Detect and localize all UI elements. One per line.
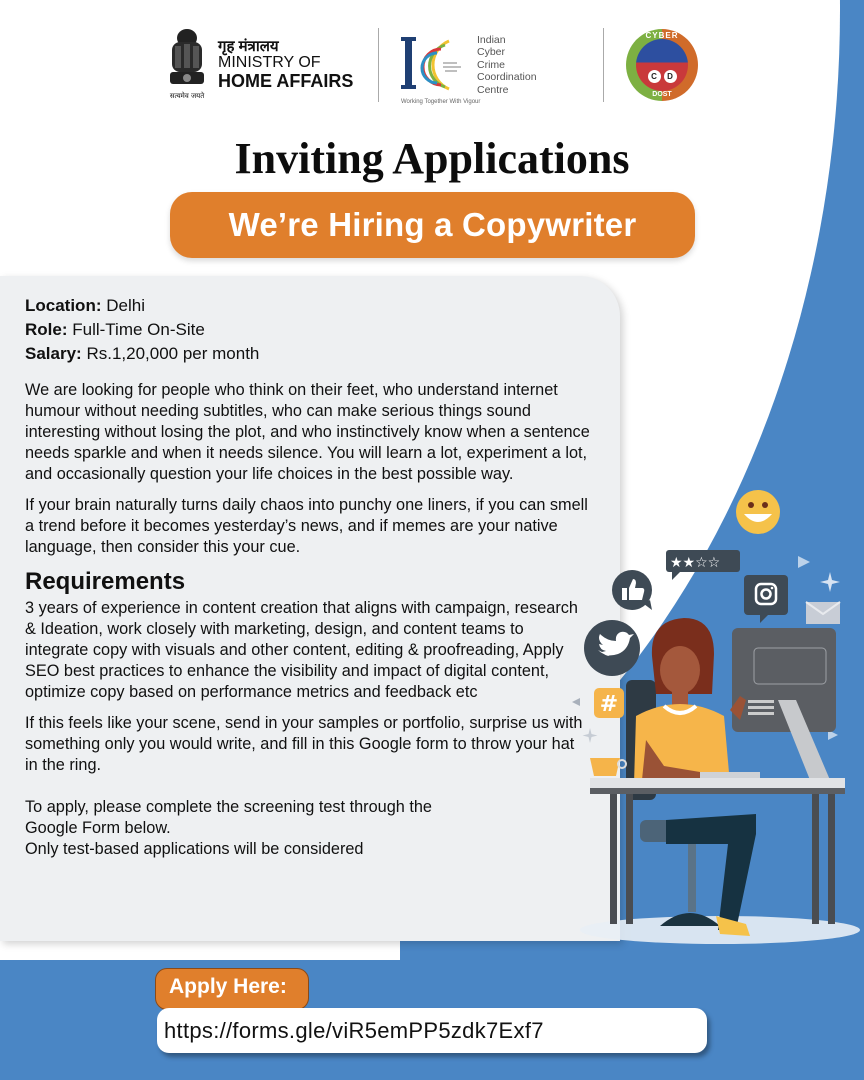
i4c-logo (401, 25, 581, 105)
brain-paragraph: If your brain naturally turns daily chaos into punchy one liners, if you can smell a trend before it becomes yesterday’s news, and if memes are your native language, then consider this your cue. (25, 496, 588, 556)
svg-text:#: # (599, 692, 619, 717)
job-details-card (0, 276, 620, 941)
svg-text:सत्यमेव जयते: सत्यमेव जयते (169, 92, 205, 100)
cyber-dost-logo: CYBER C D DOST (626, 29, 698, 101)
play-icon (798, 556, 810, 568)
header-logos (0, 22, 864, 108)
mha-hindi-text: गृह मंत्रालय (218, 38, 279, 56)
i4c-mark-icon (401, 33, 471, 97)
logo-divider (378, 28, 379, 102)
requirements-heading: Requirements (25, 568, 186, 595)
instagram-icon (744, 575, 788, 623)
thumbs-up-icon (612, 570, 652, 610)
mha-line2: HOME AFFAIRS (218, 70, 354, 91)
apply-instructions: To apply, please complete the screening test through the Google Form below. Only test-based applications will be considered (25, 798, 432, 858)
apply-url-link[interactable]: https://forms.gle/viR5emPP5zdk7Exf7 (157, 1008, 707, 1053)
triangle-icon (572, 698, 580, 706)
hiring-banner: We’re Hiring a Copywriter (170, 192, 695, 258)
coffee-cup-icon (590, 758, 626, 776)
intro-paragraph: We are looking for people who think on their feet, who understand internet humour without needing subtitles, who can make serious things sound interesting without losing the plot, and who instinctively know when a sentence needs sparkle and when it needs silence. You will learn a lot, experiment a lot, and occasionally question your life choices in the best possible way. (25, 381, 590, 483)
desk-icon (590, 772, 845, 924)
sparkle-icon (820, 572, 840, 592)
page-title: Inviting Applications (234, 134, 630, 183)
i4c-tagline: Working Together With Vigour (401, 99, 481, 105)
requirements-body: 3 years of experience in content creation that aligns with campaign, research & Ideation, work closely with marketing, design, and content teams to integrate copy with visuals and other content, editing & proofreading, Apply SEO best practices to enhance the visibility and impact of digital content, optimize copy based on performance metrics and feedback etc (25, 599, 578, 701)
smiley-icon (736, 490, 780, 534)
role-row: Role: Full-Time On-Site (25, 320, 205, 339)
location-row: Location: Delhi (25, 296, 145, 315)
svg-text:★★☆☆: ★★☆☆ (670, 555, 721, 571)
national-emblem-icon (166, 26, 208, 104)
logo-divider-2 (603, 28, 604, 102)
mail-icon (806, 602, 840, 624)
mha-logo (166, 26, 356, 104)
scene-paragraph: If this feels like your scene, send in your samples or portfolio, surprise us with something only you would write, and fill in this Google form to throw your hat in the ring. (25, 714, 583, 774)
hashtag-icon (594, 688, 624, 718)
salary-row: Salary: Rs.1,20,000 per month (25, 344, 260, 363)
twitter-icon (584, 620, 640, 676)
copywriter-illustration (560, 480, 864, 950)
apply-here-label: Apply Here: (155, 968, 309, 1010)
star-rating-icon (666, 550, 740, 580)
computer-monitor-icon (732, 628, 836, 780)
i4c-words: Indian Cyber Crime Coordination Centre (477, 33, 537, 96)
mha-line1: MINISTRY OF (218, 54, 321, 72)
sparkle-icon-2 (583, 728, 598, 743)
